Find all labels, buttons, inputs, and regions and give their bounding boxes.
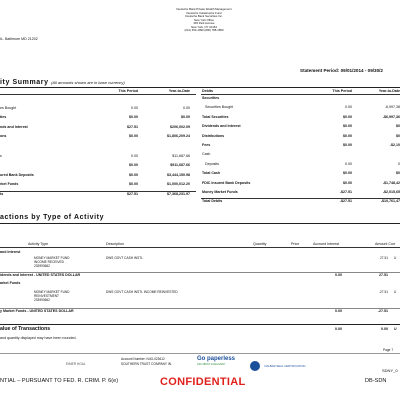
summary-right-label: Securities xyxy=(202,96,220,100)
activity-type-line: INCOME RECEIVED xyxy=(34,260,64,264)
header-line: Deutsche Catastrophe Fund xyxy=(186,10,222,15)
col-this-period: This Period xyxy=(118,89,138,93)
summary-left-ytd: $911,687.66 xyxy=(170,163,190,168)
group-total-accrued: 0.00 xyxy=(335,309,342,313)
header-line: 345 Park Avenue xyxy=(193,21,215,25)
summary-right-label: Money Market Funds xyxy=(202,190,238,194)
summary-right-period: $0.00 xyxy=(343,180,352,185)
transaction-currency: U xyxy=(394,256,397,260)
footer-rule xyxy=(0,353,400,354)
bates-top: SDNY_0 xyxy=(382,368,398,373)
summary-right-label: Cash xyxy=(202,152,211,157)
summary-right-period: $0.00 xyxy=(343,114,352,119)
award-seal-icon xyxy=(250,361,260,371)
summary-right-ytd: -$2,10 xyxy=(389,143,400,147)
summary-left-ytd: $206,002.09 xyxy=(170,124,190,129)
summary-right-period: -$27.51 xyxy=(339,199,352,204)
summary-left-label: ons xyxy=(0,134,7,139)
go-paperless-sub: ASK ABOUT E-DELIVERY xyxy=(197,363,226,366)
value-of-transactions-label: alue of Transactions xyxy=(0,326,51,332)
footer-address: SOUTHERN TRUST COMPANY IN. xyxy=(121,362,172,366)
summary-right-label: Deposits xyxy=(205,161,219,166)
col-ytd: Year-to-Date xyxy=(168,89,190,93)
statement-period: Statement Period: 09/01/2014 - 09/30/2 xyxy=(300,68,383,73)
summary-left-ytd: $7,368,231.97 xyxy=(167,192,190,196)
summary-left-label: ured Bank Deposits xyxy=(0,172,34,177)
summary-left-period: $0.00 xyxy=(129,134,138,139)
transactions-rule xyxy=(0,223,400,224)
transaction-description: DWS GOVT CASH INSTL INCOME REINVESTED xyxy=(106,290,178,294)
summary-right-ytd: 0 xyxy=(398,161,400,166)
page-number: Page 7 xyxy=(383,348,394,352)
summary-right-period: $0.00 xyxy=(343,171,352,176)
group-heading: and Interest xyxy=(0,250,21,254)
go-paperless-text: Go paperless xyxy=(197,356,236,362)
rounding-footnote: and quantity displayed may have been rounded. xyxy=(0,336,77,340)
header-line: Deutsche Bank Securities Inc. xyxy=(185,14,223,18)
transactions-col-rule xyxy=(0,247,400,248)
activity-type-line: MONEY MARKET FUND xyxy=(34,290,70,294)
summary-right-label: Total Cash xyxy=(202,171,221,176)
summary-rule xyxy=(0,87,400,88)
footer-small-left: EIMER HGAL xyxy=(66,362,86,366)
activity-type-line: MONEY MARKET FUND xyxy=(34,256,70,260)
summary-right-period: $0.00 xyxy=(343,124,352,129)
col-accrued-interest: Accrued Interest xyxy=(313,242,340,246)
summary-right-label: Dividends and Interest xyxy=(202,124,241,129)
summary-left-period: 0.00 xyxy=(131,105,138,110)
summary-right-label: Fees xyxy=(202,143,211,147)
summary-right-period: -$27.51 xyxy=(339,190,352,194)
summary-left-period: $0.00 xyxy=(129,172,138,177)
transaction-currency: U xyxy=(394,290,397,294)
col-debits: Debits xyxy=(202,89,213,93)
transaction-description: DWS GOVT CASH INSTL xyxy=(106,256,143,260)
summary-right-label: Total Debits xyxy=(202,199,223,204)
summary-col-rule xyxy=(0,94,196,95)
group-total-amount: 27.51 xyxy=(379,273,388,277)
account-number: Account Number: N4G-023612 xyxy=(121,357,165,361)
summary-right-ytd: -$1,748,42 xyxy=(382,180,400,185)
group-heading: arket Funds xyxy=(0,281,21,285)
summary-left-label: ts xyxy=(0,192,4,196)
summary-left-label: rket Funds xyxy=(0,182,19,187)
summary-title: ity Summary (All amounts shown are in base currency) xyxy=(0,79,125,86)
summary-left-label: es Bought xyxy=(0,105,17,110)
summary-left-ytd: 0.00 xyxy=(183,105,190,110)
col-ytd-right: Year-to-Date xyxy=(378,89,400,93)
group-total-amount: -27.51 xyxy=(377,309,388,313)
value-rule xyxy=(0,324,400,325)
summary-right-ytd: $0 xyxy=(396,171,400,176)
summary-left-period: $0.00 xyxy=(129,163,138,168)
summary-left-period: $0.00 xyxy=(129,182,138,187)
transactions-title: actions by Type of Activity xyxy=(0,214,105,221)
summary-right-ytd: -6,997,38 xyxy=(384,105,400,110)
group-total-label: y Market Funds - UNITED STATES DOLLAR xyxy=(0,309,74,313)
group-total-label: idends and Interest - UNITED STATES DOLLAR xyxy=(0,273,81,277)
summary-right-ytd: -$2,015,65 xyxy=(382,190,400,194)
bank-header-block xyxy=(168,8,240,33)
summary-right-ytd: -$10,761,47 xyxy=(380,199,400,204)
summary-left-total-rule xyxy=(0,191,196,192)
award-seal xyxy=(250,357,305,375)
confidential-stamp: CONFIDENTIAL xyxy=(160,376,246,388)
summary-left-ytd: $1,806,209.24 xyxy=(167,134,190,139)
summary-left-ytd: $3,444,150.98 xyxy=(167,172,190,177)
summary-right-period: $0.00 xyxy=(343,133,352,138)
address-fragment: IL. Baltimore MD 21202 xyxy=(0,37,38,41)
col-quantity: Quantity xyxy=(253,242,267,246)
summary-left-ytd: $1,000,012.20 xyxy=(167,182,190,187)
summary-note: (All amounts shown are in base currency) xyxy=(51,80,125,85)
summary-right-period: 0.00 xyxy=(345,161,352,166)
activity-type-line: REINVESTMENT xyxy=(34,294,59,298)
transaction-amount: -27.51 xyxy=(378,290,388,294)
summary-col-rule-right xyxy=(201,94,400,95)
summary-right-label: Distributions xyxy=(202,133,225,138)
summary-right-ytd: -$6,997,36 xyxy=(382,114,400,119)
summary-left-label: s xyxy=(0,153,2,158)
activity-type-line: 233993662 xyxy=(34,298,50,302)
summary-right-label: Securities Bought xyxy=(205,105,234,110)
col-price: Price xyxy=(291,242,300,246)
go-paperless-logo xyxy=(197,356,241,366)
group-total-accrued: 0.00 xyxy=(335,273,342,277)
bates-number: DB-SDN xyxy=(365,378,387,384)
header-line: Deutsche Bank Private Wealth Management xyxy=(176,7,232,11)
summary-left-label: nds and Interest xyxy=(0,124,28,129)
summary-right-ytd: $0 xyxy=(396,133,400,138)
header-line: New York Office xyxy=(194,17,214,22)
summary-left-ytd: $0.00 xyxy=(181,115,190,120)
summary-right-label: FDIC Insured Bank Deposits xyxy=(202,180,251,185)
activity-type-line: 233993662 xyxy=(34,264,50,268)
transaction-amount: 27.51 xyxy=(380,256,388,260)
col-amount-currency: Amount Curr xyxy=(375,242,396,246)
summary-right-period: 0.00 xyxy=(345,105,352,110)
header-line: (212) 454-1990 (800) 788-1850 xyxy=(184,28,224,32)
summary-right-period: $0.00 xyxy=(343,143,352,147)
award-seal-text: DALBAR SEAL CERTIFICATION xyxy=(264,363,306,368)
value-accrued: 0.00 xyxy=(335,327,342,331)
summary-right-label: Total Securities xyxy=(202,114,229,119)
col-this-period-right: This Period xyxy=(332,89,352,93)
value-amount: 0.00 xyxy=(381,327,388,331)
summary-left-period: $0.00 xyxy=(129,115,138,120)
confidential-legend-left: NTIAL – PURSUANT TO FED. R. CRIM. P. 6(e) xyxy=(0,378,119,384)
summary-left-period: $27.51 xyxy=(127,192,138,196)
summary-left-period: 0.00 xyxy=(131,153,138,158)
summary-left-period: $27.51 xyxy=(127,124,138,129)
summary-right-ytd: $0 xyxy=(396,124,400,129)
summary-left-ytd: $11,687.66 xyxy=(172,153,190,158)
summary-right-total-rule xyxy=(201,198,400,199)
col-description: Description xyxy=(106,242,124,246)
header-line: New York, NY 10154 xyxy=(191,24,217,29)
col-activity-type: Activity Type xyxy=(28,242,49,246)
summary-left-label: ties xyxy=(0,115,7,120)
value-currency: U xyxy=(394,327,397,331)
